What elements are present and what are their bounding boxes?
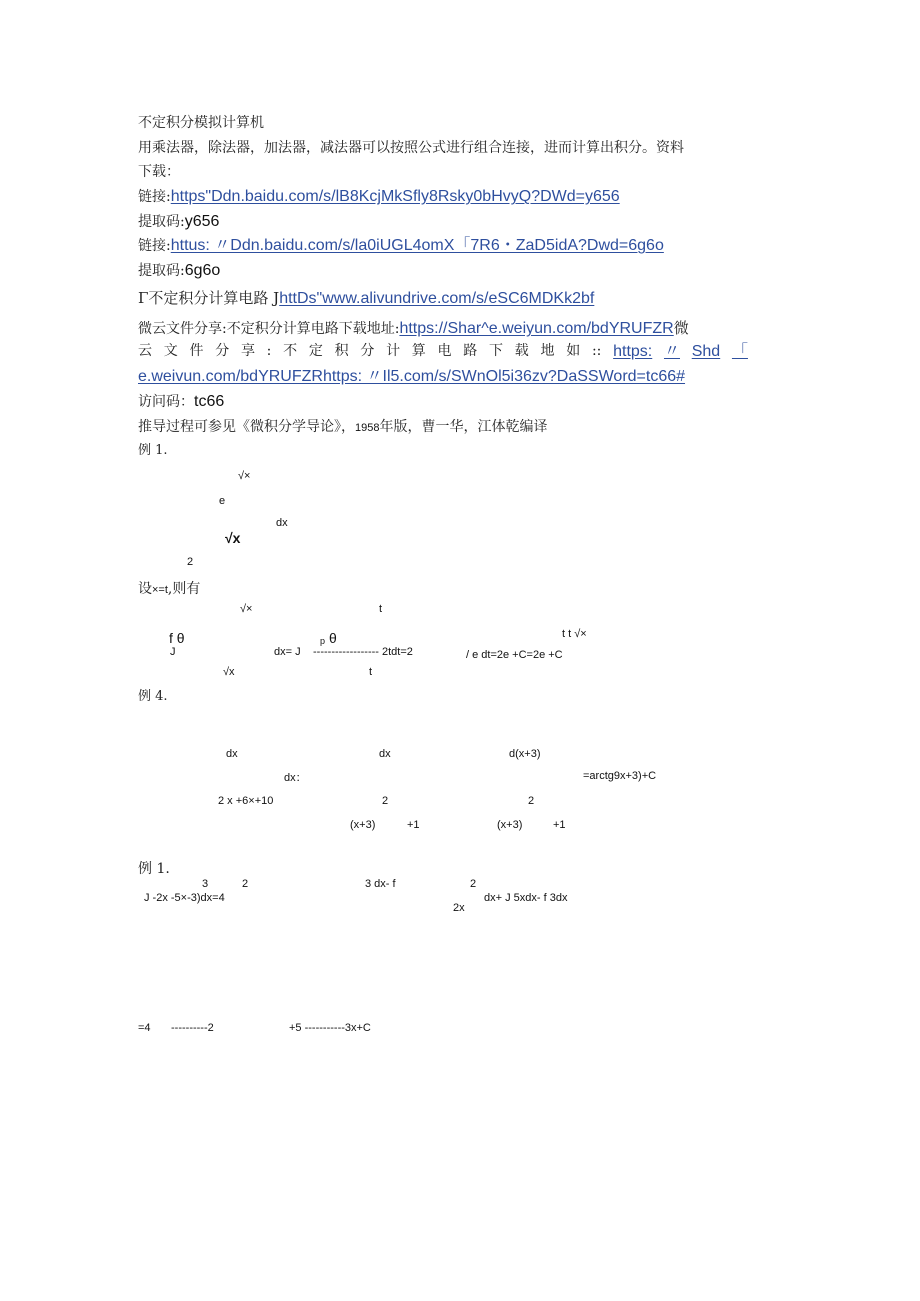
math-plus5: +5 -----------3x+C — [289, 1022, 371, 1034]
math-expression: J -2x -5×-3)dx=4 — [144, 892, 225, 904]
link-label: 链接: — [138, 189, 171, 205]
weiyun-char: 不 — [283, 343, 298, 359]
math-arctg: =arctg9x+3)+C — [583, 770, 657, 782]
weiyun-char: : — [266, 343, 272, 359]
weiyun-char: 定 — [308, 343, 323, 359]
math-denominator: 2 x +6×+10 — [218, 795, 274, 807]
weiyun-link-part[interactable]: 〃 — [663, 343, 680, 360]
math-two: 2 — [528, 795, 535, 807]
reference-text: 推导过程可参见《微积分学导论》， — [138, 419, 355, 435]
math-dx: dx — [379, 748, 391, 760]
access-code-row — [138, 393, 224, 410]
code-label: 提取码: — [138, 263, 185, 279]
math-dx-eq: dx= J — [274, 646, 301, 658]
weiyun-char: 积 — [334, 343, 349, 359]
math-two: 2 — [470, 878, 477, 890]
weiyun-char: 下 — [489, 343, 503, 359]
math-integral-j: J — [170, 646, 176, 658]
download-link-weiyun-2[interactable]: e.weivun.com/bdYRUFZRhttps: 〃Il5.com/s/SWnOl5i36zv?DaSSWord=tc66# — [138, 368, 686, 385]
reference-row — [138, 418, 547, 434]
math-two: 2 — [187, 556, 194, 568]
math-result: / e dt=2e +C=2e +C — [466, 649, 563, 661]
math-tt-sqrt: t t √× — [562, 628, 587, 640]
math-sqrt-x: √× — [238, 470, 251, 482]
weiyun-row-1 — [138, 320, 689, 337]
math-x3: (x+3) — [497, 819, 523, 831]
math-dx: dx — [276, 517, 288, 529]
link-label: 链接: — [138, 238, 171, 254]
link-row-2 — [138, 237, 664, 254]
math-sqrt-x: √x — [225, 530, 241, 546]
aliyun-row — [138, 290, 594, 307]
math-three-dx: 3 dx- f — [365, 878, 396, 890]
math-t: t — [369, 666, 373, 678]
download-link-baidu-1[interactable]: https"Ddn.baidu.com/s/lB8KcjMkSfly8Rsky0bHvyQ?DWd=y656 — [170, 188, 620, 205]
math-sqrt-x: √× — [240, 603, 253, 615]
weiyun-char: 分 — [360, 343, 375, 359]
math-dx: dx — [226, 748, 238, 760]
code-row-2 — [138, 262, 220, 279]
weiyun-label: 微云文件分享:不定积分计算电路下载地址: — [138, 321, 400, 337]
intro-text: 用乘法器，除法器，加法器，减法器可以按照公式进行组合连接，进而计算出积分。资料 — [138, 140, 684, 156]
code-label: 提取码: — [138, 214, 185, 230]
weiyun-link-part[interactable]: https: — [613, 343, 653, 360]
set-expr: ×=t — [152, 584, 168, 596]
math-sqrt-x: √x — [223, 666, 235, 678]
reference-year: 1958 — [355, 422, 380, 434]
extraction-code-2: 6g6o — [184, 262, 221, 279]
access-code-value: tc66 — [194, 393, 225, 410]
extraction-code-1: y656 — [184, 213, 220, 230]
reference-tail: 年版，曹一华，江体乾编译 — [379, 419, 548, 435]
download-link-aliyun[interactable]: httDs"www.alivundrive.com/s/eSC6MDKk2bf — [279, 290, 595, 307]
math-dx3: d(x+3) — [509, 748, 541, 760]
weiyun-row-2 — [138, 344, 748, 360]
example-label-text: 例 1. — [138, 861, 170, 877]
code-row-1 — [138, 213, 219, 230]
weiyun-char: 路 — [463, 343, 478, 359]
math-rest: dx+ J 5xdx- f 3dx — [484, 892, 568, 904]
weiyun-char: 计 — [386, 343, 401, 359]
math-dashes: ------------------ 2tdt=2 — [313, 646, 413, 658]
example-1b-label — [138, 860, 170, 876]
weiyun-char: 电 — [437, 343, 452, 359]
set-label: 设 — [138, 581, 152, 597]
weiyun-char: 件 — [189, 343, 204, 359]
weiyun-char: 文 — [163, 343, 178, 359]
math-dx-colon: dx： — [284, 772, 307, 784]
math-three: 3 — [202, 878, 209, 890]
math-e: e — [219, 495, 226, 507]
weiyun-tail: 微 — [673, 319, 689, 337]
intro-text-cont: 下载： — [138, 164, 180, 180]
access-code-label: 访问码： — [138, 394, 194, 410]
math-x3: (x+3) — [350, 819, 376, 831]
page-title: 不定积分模拟计算机 — [138, 115, 264, 131]
math-2x: 2x — [453, 902, 465, 914]
link-row-1 — [138, 188, 620, 205]
weiyun-char: 享 — [240, 343, 255, 359]
weiyun-char: 载 — [514, 343, 529, 359]
math-t: t — [379, 603, 383, 615]
math-plus1: +1 — [553, 819, 566, 831]
math-two: 2 — [382, 795, 389, 807]
weiyun-link-part[interactable]: 「 — [731, 343, 748, 360]
weiyun-char: 分 — [215, 343, 230, 359]
weiyun-char: 如 — [566, 343, 581, 359]
example-4-label: 例 4. — [138, 689, 168, 704]
download-link-baidu-2[interactable]: httus: 〃Ddn.baidu.com/s/la0iUGL4omX「7R6・ZaD5idA?Dwd=6g6o — [170, 237, 664, 254]
weiyun-char: 算 — [411, 343, 426, 359]
download-link-weiyun[interactable]: https://Shar^e.weiyun.com/bdYRUFZR — [399, 320, 674, 337]
example-1-label: 例 1. — [138, 443, 168, 458]
math-plus1: +1 — [407, 819, 420, 831]
weiyun-char: 地 — [540, 343, 555, 359]
weiyun-row-3 — [138, 368, 685, 385]
weiyun-char: 云 — [138, 343, 152, 359]
math-f-theta: f θ — [169, 630, 185, 646]
math-theta: θ — [329, 630, 337, 646]
weiyun-char: :: — [591, 343, 602, 359]
substitution-row — [138, 580, 200, 596]
weiyun-link-part[interactable]: Shd — [691, 343, 721, 360]
aliyun-label: Γ不定积分计算电路 J — [138, 289, 280, 307]
set-tail: ,则有 — [167, 581, 201, 597]
math-eq4: =4 — [138, 1022, 151, 1034]
math-two: 2 — [242, 878, 249, 890]
math-dash2: ----------2 — [171, 1022, 214, 1034]
math-p: p — [320, 636, 326, 646]
